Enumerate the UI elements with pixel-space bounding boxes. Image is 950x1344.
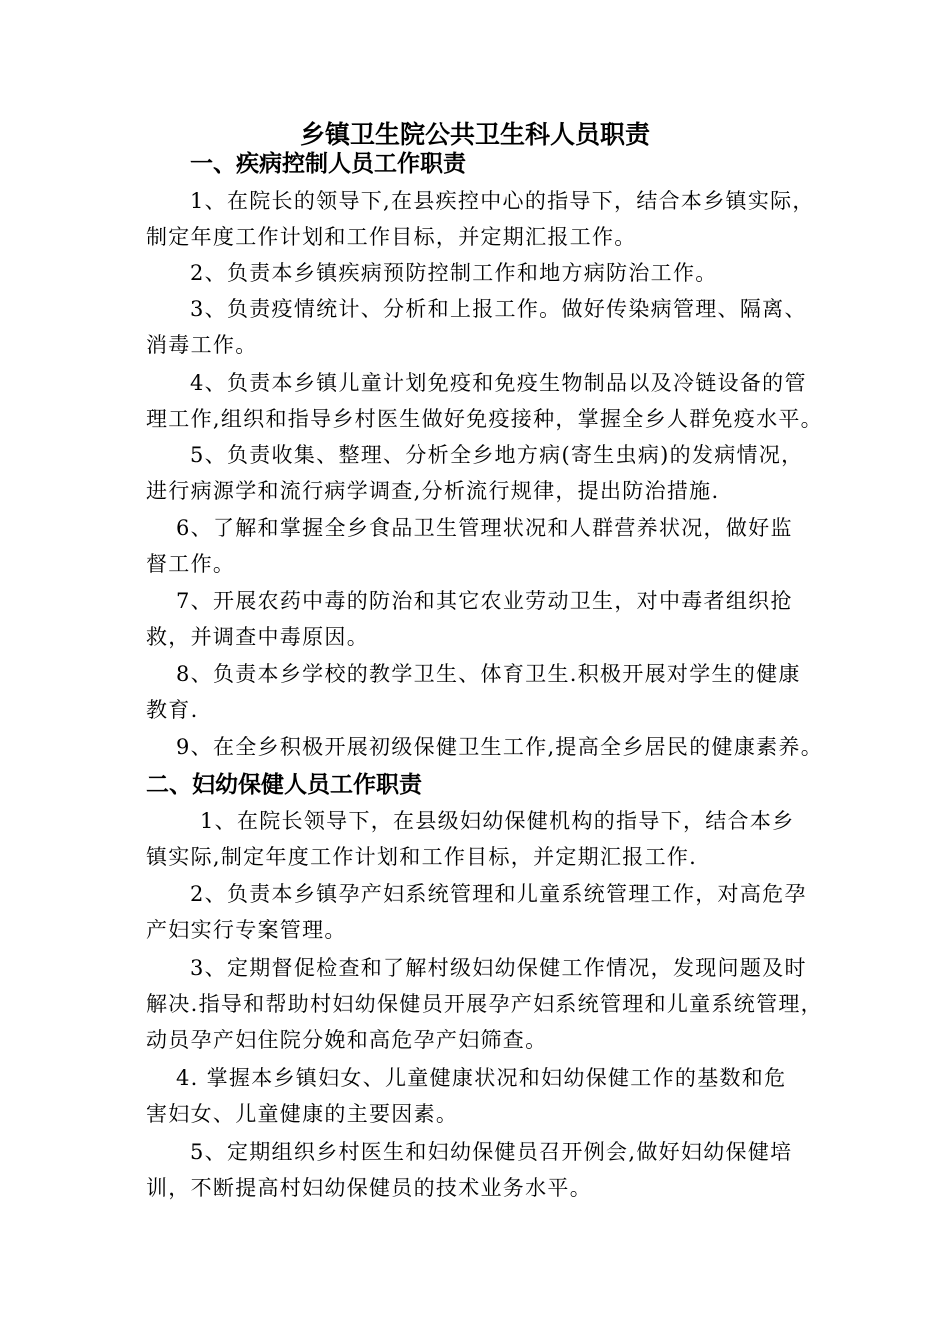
duty-item-7-line-2: 救，并调查中毒原因。 — [146, 625, 369, 649]
mch-item-3-line-2: 解决.指导和帮助村妇幼保健员开展孕产妇系统管理和儿童系统管理， — [146, 992, 823, 1016]
duty-item-1-line-1: 1、在院长的领导下,在县疾控中心的指导下，结合本乡镇实际， — [190, 189, 815, 213]
duty-item-9-line-1: 9、在全乡积极开展初级保健卫生工作,提高全乡居民的健康素养。 — [176, 735, 824, 759]
section-heading-maternal-child: 二、妇幼保健人员工作职责 — [146, 772, 422, 798]
duty-item-5-line-2: 进行病源学和流行病学调查,分析流行规律，提出防治措施. — [146, 479, 720, 503]
mch-item-2-line-2: 产妇实行专案管理。 — [146, 918, 347, 942]
duty-item-2-line-1: 2、负责本乡镇疾病预防控制工作和地方病防治工作。 — [190, 261, 718, 285]
duty-item-4-line-2: 理工作,组织和指导乡村医生做好免疫接种，掌握全乡人群免疫水平。 — [146, 407, 823, 431]
duty-item-6-line-1: 6、了解和掌握全乡食品卫生管理状况和人群营养状况，做好监 — [176, 516, 793, 540]
section-heading-disease-control: 一、疾病控制人员工作职责 — [190, 151, 466, 177]
duty-item-5-line-1: 5、负责收集、整理、分析全乡地方病(寄生虫病)的发病情况， — [190, 443, 804, 467]
duty-item-8-line-2: 教育. — [146, 698, 199, 722]
mch-item-5-line-2: 训，不断提高村妇幼保健员的技术业务水平。 — [146, 1176, 592, 1200]
document-title: 乡镇卫生院公共卫生科人员职责 — [299, 120, 650, 149]
duty-item-3-line-2: 消毒工作。 — [146, 333, 258, 357]
duty-item-4-line-1: 4、负责本乡镇儿童计划免疫和免疫生物制品以及冷链设备的管 — [190, 371, 807, 395]
duty-item-3-line-1: 3、负责疫情统计、分析和上报工作。做好传染病管理、隔离、 — [190, 297, 807, 321]
mch-item-4-line-1: 4. 掌握本乡镇妇女、儿童健康状况和妇幼保健工作的基数和危 — [176, 1066, 787, 1090]
duty-item-1-line-2: 制定年度工作计划和工作目标，并定期汇报工作。 — [146, 225, 637, 249]
mch-item-3-line-3: 动员孕产妇住院分娩和高危孕产妇筛查。 — [146, 1028, 548, 1052]
mch-item-4-line-2: 害妇女、儿童健康的主要因素。 — [146, 1102, 459, 1126]
mch-item-1-line-1: 1、在院长领导下，在县级妇幼保健机构的指导下，结合本乡 — [200, 809, 795, 833]
duty-item-7-line-1: 7、开展农药中毒的防治和其它农业劳动卫生，对中毒者组织抢 — [176, 589, 793, 613]
mch-item-2-line-1: 2、负责本乡镇孕产妇系统管理和儿童系统管理工作，对高危孕 — [190, 882, 807, 906]
mch-item-5-line-1: 5、定期组织乡村医生和妇幼保健员召开例会,做好妇幼保健培 — [190, 1140, 793, 1164]
duty-item-6-line-2: 督工作。 — [146, 552, 236, 576]
duty-item-8-line-1: 8、负责本乡学校的教学卫生、体育卫生.积极开展对学生的健康 — [176, 662, 801, 686]
mch-item-1-line-2: 镇实际,制定年度工作计划和工作目标，并定期汇报工作. — [146, 845, 698, 869]
mch-item-3-line-1: 3、定期督促检查和了解村级妇幼保健工作情况，发现问题及时 — [190, 956, 807, 980]
